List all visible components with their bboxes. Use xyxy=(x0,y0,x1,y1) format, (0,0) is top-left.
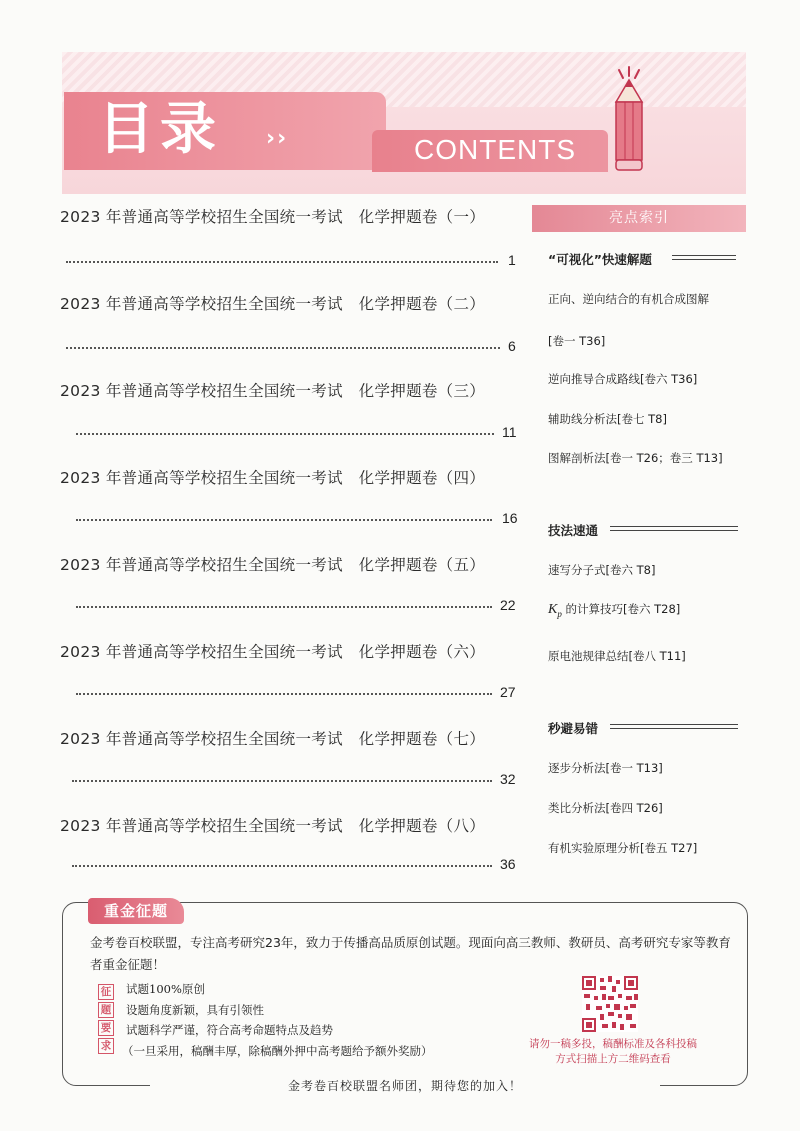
toc-page: 36 xyxy=(500,856,516,872)
toc-entry-3[interactable] xyxy=(60,379,520,401)
sidebar-item-kp[interactable] xyxy=(548,601,680,619)
qr-caption-line-2: 方式扫描上方二维码查看 xyxy=(555,1053,671,1065)
toc-title: 2023 年普通高等学校招生全国统一考试 化学押题卷（八） xyxy=(60,817,486,835)
sidebar-item[interactable]: 有机实验原理分析[卷五 T27] xyxy=(548,841,698,855)
requirement-char: 要 xyxy=(98,1020,114,1036)
toc-title: 2023 年普通高等学校招生全国统一考试 化学押题卷（四） xyxy=(60,469,486,487)
sidebar-item[interactable]: 类比分析法[卷四 T26] xyxy=(548,801,663,815)
toc-leader xyxy=(76,683,492,695)
toc-page: 11 xyxy=(502,424,517,440)
sidebar-item[interactable]: 逆向推导合成路线[卷六 T36] xyxy=(548,372,698,386)
toc-leader xyxy=(66,337,500,349)
contents-label: CONTENTS xyxy=(414,134,576,165)
section-rule xyxy=(610,526,738,531)
toc-entry-1[interactable] xyxy=(60,205,520,227)
sidebar-item[interactable]: [卷一 T36] xyxy=(548,334,606,348)
sidebar-item[interactable]: 逐步分析法[卷一 T13] xyxy=(548,761,663,775)
section-rule xyxy=(610,724,738,729)
call-for-papers-footer: 金考卷百校联盟名师团，期待您的加入！ xyxy=(150,1074,660,1098)
toc-title: 2023 年普通高等学校招生全国统一考试 化学押题卷（一） xyxy=(60,208,486,226)
toc-page: 27 xyxy=(500,684,516,700)
toc-page: 22 xyxy=(500,597,516,613)
toc-title: 2023 年普通高等学校招生全国统一考试 化学押题卷（二） xyxy=(60,295,486,313)
toc-entry-7[interactable] xyxy=(60,727,520,749)
toc-leader xyxy=(66,251,498,263)
qr-caption-line-1: 请勿一稿多投，稿酬标准及各科投稿 xyxy=(529,1038,697,1050)
toc-entry-2[interactable] xyxy=(60,292,520,314)
kp-symbol: $K_p$ xyxy=(548,602,562,619)
toc-leader xyxy=(76,596,492,608)
requirement-note: （一旦采用，稿酬丰厚，除稿酬外押中高考题给予额外奖励） xyxy=(122,1044,433,1058)
sidebar-item[interactable]: 辅助线分析法[卷七 T8] xyxy=(548,412,667,426)
chevron-right-icon: ›› xyxy=(266,126,289,151)
toc-title: 2023 年普通高等学校招生全国统一考试 化学押题卷（五） xyxy=(60,556,486,574)
toc-entry-5[interactable] xyxy=(60,553,520,575)
toc-leader xyxy=(72,770,492,782)
sidebar-item[interactable]: 原电池规律总结[卷八 T11] xyxy=(548,649,686,663)
call-for-papers-tag: 重金征题 xyxy=(88,898,184,924)
toc-page: 1 xyxy=(508,252,516,268)
toc-page: 16 xyxy=(502,510,518,526)
sidebar-item[interactable]: 图解剖析法[卷一 T26；卷三 T13] xyxy=(548,451,723,465)
sidebar-section-title: 秒避易错 xyxy=(548,721,599,736)
toc-entry-6[interactable] xyxy=(60,640,520,662)
toc-page: 6 xyxy=(508,338,516,354)
toc-leader xyxy=(76,423,494,435)
kp-item-text: 的计算技巧[卷六 T28] xyxy=(565,602,681,616)
sidebar-section-title: 技法速通 xyxy=(548,523,599,538)
toc-entry-4[interactable] xyxy=(60,466,520,488)
toc-leader xyxy=(76,509,492,521)
toc-leader xyxy=(72,855,492,867)
requirement-line: 试题100%原创 xyxy=(126,982,205,996)
toc-entry-8[interactable] xyxy=(60,814,520,836)
sidebar-heading: 亮点索引 xyxy=(532,205,746,232)
toc-title: 2023 年普通高等学校招生全国统一考试 化学押题卷（七） xyxy=(60,730,486,748)
toc-title: 2023 年普通高等学校招生全国统一考试 化学押题卷（三） xyxy=(60,382,486,400)
toc-title: 2023 年普通高等学校招生全国统一考试 化学押题卷（六） xyxy=(60,643,486,661)
requirement-char: 征 xyxy=(98,984,114,1000)
qr-code[interactable] xyxy=(582,976,638,1032)
pencil-icon xyxy=(604,66,654,176)
requirement-char: 求 xyxy=(98,1038,114,1054)
sidebar-item[interactable]: 正向、逆向结合的有机合成图解 xyxy=(548,292,709,306)
page-title: 目录 xyxy=(98,97,222,162)
section-rule xyxy=(672,255,736,260)
call-for-papers-intro: 金考卷百校联盟，专注高考研究23年，致力于传播高品质原创试题。现面向高三教师、教研员、高考研究专家等教育者重金征题！ xyxy=(90,935,731,972)
sidebar-section-title: “可视化”快速解题 xyxy=(548,252,652,267)
requirement-line: 设题角度新颖，具有引领性 xyxy=(126,1003,264,1017)
toc-page: 32 xyxy=(500,771,516,787)
requirement-line: 试题科学严谨，符合高考命题特点及趋势 xyxy=(126,1023,333,1037)
sidebar-item[interactable]: 速写分子式[卷六 T8] xyxy=(548,563,656,577)
requirement-char: 题 xyxy=(98,1002,114,1018)
